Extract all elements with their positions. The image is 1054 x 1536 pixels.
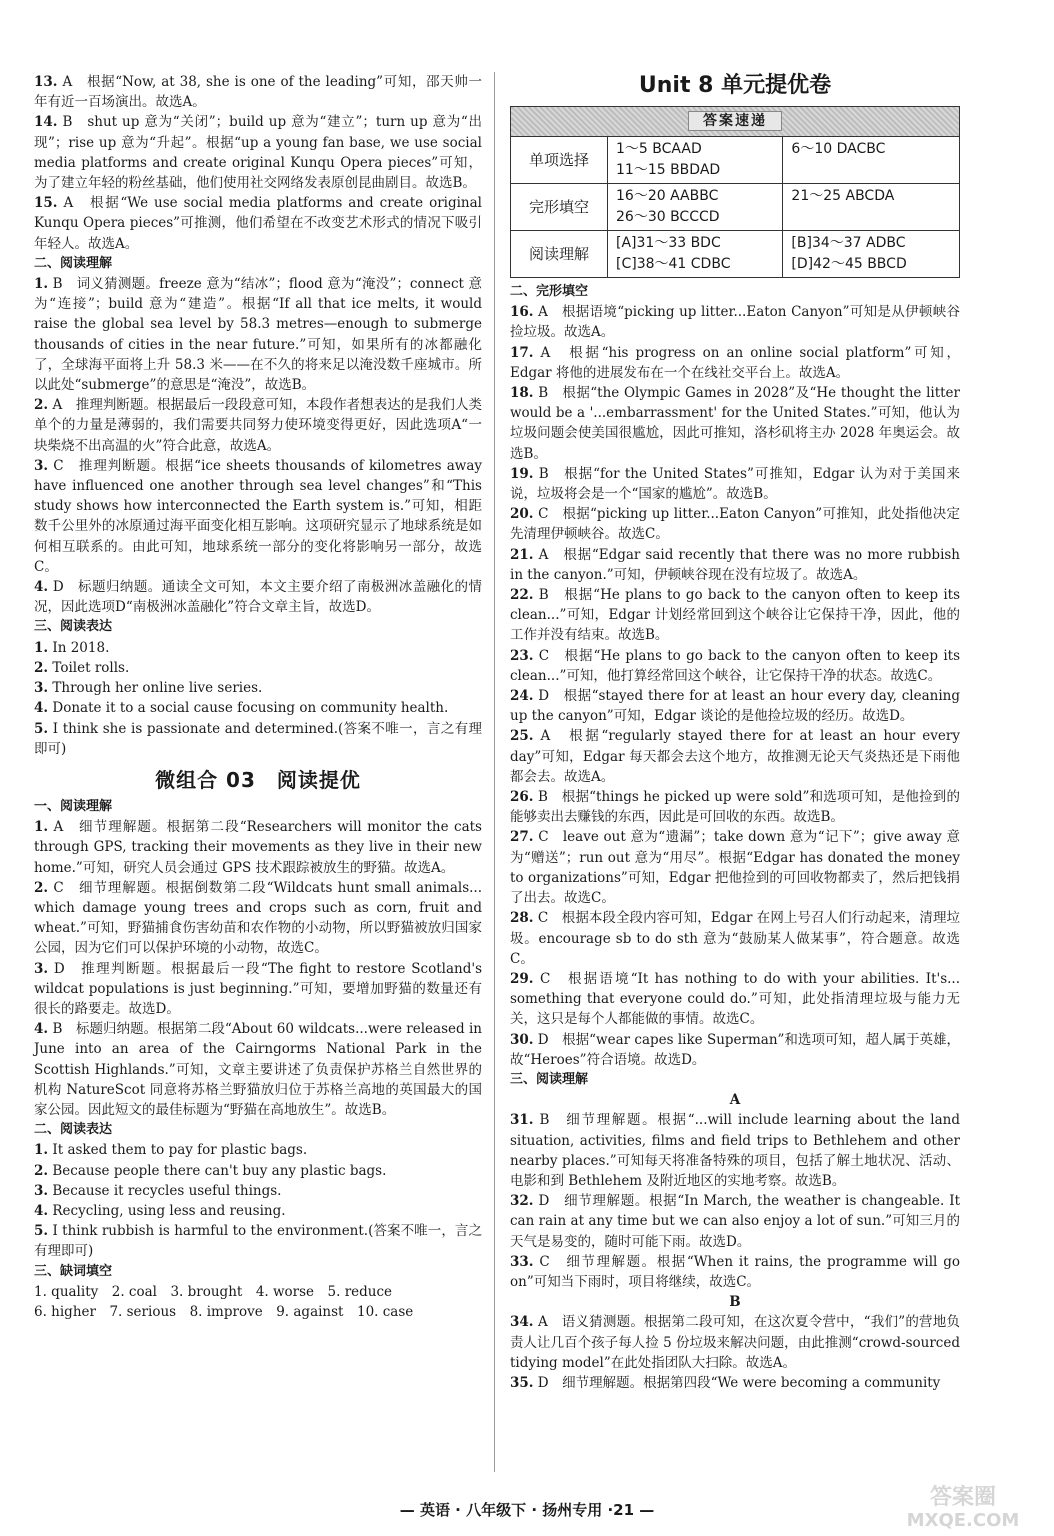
answer-item xyxy=(510,646,960,686)
answer-number: 3. xyxy=(34,960,49,977)
answer-text: B 标题归纳题。根据第二段“About 60 wildcats...were released in June into an area of the Cairngorms National Park in the Scottish Highlands.”可知，文章主要讲述了负责保护苏格兰自然世界的机构 NatureScot 同意将苏格兰野猫放归位于苏格兰高地的英国最大的国家公园。因此短文的最佳标题为“野猫在高地放生”。故选B。 xyxy=(34,1021,482,1118)
answer-text: C 细节理解题。根据“When it rains, the programme will go on”可知当下雨时，项目将继续，故选C。 xyxy=(510,1253,960,1290)
answer-text: C 根据“He plans to go back to the canyon often to keep its clean...”可知，他打算经常回这个峡谷，让它保持干净的状态。故选C。 xyxy=(510,647,960,684)
answer-text: A 根据“We use social media platforms and create original Kunqu Opera pieces”可推测，他们希望在不改变艺术形式的情况下吸引年轻人。故选A。 xyxy=(34,195,482,252)
answer-item xyxy=(34,1181,482,1201)
answer-number: 17. xyxy=(510,344,534,361)
table-cell: 6～10 DACBC xyxy=(783,137,960,184)
answer-text: B 根据“He plans to go back to the canyon often to keep its clean...”可知，Edgar 计划经常回到这个峡谷让它保持干净，因此，他的工作并没有结束。故选B。 xyxy=(510,587,960,644)
answer-item xyxy=(510,726,960,787)
answer-list-passage-b xyxy=(510,1312,960,1393)
answer-text: B 根据“things he picked up were sold”和选项可知，是他捡到的能够卖出去赚钱的东西，因此是可回收的东西。故选B。 xyxy=(510,789,960,826)
answer-item xyxy=(34,658,482,678)
answer-text: B 词义猜测题。freeze 意为“结冰”；flood 意为“淹没”；connect 意为“连接”；build 意为“建造”。根据“If all that ice melts, it would raise the global sea level by 58.3 metres—enough to submerge thousands of cities in the near future.”可知，如果所有的冰都融化了，全球海平面将上升 58.3 米——在不久的将来足以淹没数千座城市。所以此处“submerge”的意思是“淹没”，故选B。 xyxy=(34,276,483,394)
answer-number: 21. xyxy=(510,546,534,563)
table-cell: 21～25 ABCDA xyxy=(783,184,960,231)
answer-number: 22. xyxy=(510,587,534,604)
answer-number: 3. xyxy=(34,457,49,474)
unit-title: Unit 8 单元提优卷 xyxy=(638,73,832,98)
answer-text: It asked them to pay for plastic bags. xyxy=(52,1142,308,1159)
table-row xyxy=(511,137,960,184)
answer-number: 24. xyxy=(510,688,534,705)
answer-text: In 2018. xyxy=(52,639,110,656)
answer-text: A 根据“Now, at 38, she is one of the leading”可知，邵天帅一年有近一百场演出。故选A。 xyxy=(34,74,482,111)
answer-number: 31. xyxy=(510,1112,534,1129)
answer-list-13-15 xyxy=(34,72,482,254)
watermark-line-2: MXQE.COM xyxy=(906,1510,1020,1531)
answer-number: 29. xyxy=(510,970,534,987)
answer-text: C 根据本段全段内容可知，Edgar 在网上号召人们行动起来，清理垃圾。encourage sb to do sth 意为“鼓励某人做某事”，符合题意。故选C。 xyxy=(510,910,960,967)
answer-item xyxy=(34,878,482,959)
answer-item xyxy=(510,1312,960,1373)
answer-text: C 根据“picking up litter...Eaton Canyon”可推知，此处指他决定先清理伊顿峡谷。故选C。 xyxy=(510,506,960,543)
answer-number: 19. xyxy=(510,465,534,482)
answer-list-cloze xyxy=(510,302,960,1070)
table-cell: [B]34～37 ADBC [D]42～45 BBCD xyxy=(783,231,960,278)
answer-text: Donate it to a social cause focusing on community health. xyxy=(52,700,449,717)
answer-item xyxy=(34,959,482,1020)
answer-item xyxy=(34,1201,482,1221)
answer-text: B 细节理解题。根据“...will include learning about the land situation, activities, films and field trips to Bethlehem and other nearby places.”可知每天将准备特殊的项目，包括了解土地状况、活动、电影和到 Bethlehem 及附近地区的实地考察。故选B。 xyxy=(510,1112,960,1189)
answer-text: D 根据“stayed there for at least an hour every day, cleaning up the canyon”可知，Edgar 谈论的是他捡垃圾的经历。故选D。 xyxy=(510,688,961,725)
answer-text: B 根据“for the United States”可推知，Edgar 认为对于美国来说，垃圾将会是一个“国家的尴尬”。故选B。 xyxy=(510,465,960,503)
answer-item xyxy=(510,545,960,585)
answer-number: 25. xyxy=(510,728,534,745)
answer-number: 13. xyxy=(34,74,58,90)
left-column xyxy=(34,72,482,1322)
answer-list-passage-a xyxy=(510,1110,960,1292)
answer-key-caption: 答案速递 xyxy=(511,107,960,137)
answer-item xyxy=(510,908,960,969)
answer-item xyxy=(510,787,960,827)
answer-number: 4. xyxy=(34,579,49,596)
answer-list-express xyxy=(34,638,482,759)
table-cell: 16～20 AABBC 26～30 BCCCD xyxy=(608,184,783,231)
table-cell: 1～5 BCAAD 11～15 BBDAD xyxy=(608,137,783,184)
right-column xyxy=(510,72,960,1393)
table-cell: [A]31～33 BDC [C]38～41 CDBC xyxy=(608,231,783,278)
section-heading-blanks: 三、缺词填空 xyxy=(34,1263,113,1279)
answer-item xyxy=(510,343,960,383)
answer-item xyxy=(510,1030,960,1070)
answer-text: Because people there can't buy any plastic bags. xyxy=(52,1162,387,1179)
row-label: 完形填空 xyxy=(511,184,608,231)
answer-number: 27. xyxy=(510,829,534,846)
answer-text: A 根据“Edgar said recently that there was no more rubbish in the canyon.”可知，伊顿峡谷现在没有垃圾了。故选A。 xyxy=(510,546,961,583)
answer-text: A 推理判断题。根据最后一段段意可知，本段作者想表达的是我们人类单个的力量是薄弱的，我们需要共同努力使环境变得更好，因此选项A“一块柴烧不出高温的火”符合此意，故选A。 xyxy=(34,397,483,454)
answer-text: D 推理判断题。根据最后一段“The fight to restore Scotland's wildcat populations is just beginning.”可知，要增加野猫的数量还有很长的路要走。故选D。 xyxy=(34,960,483,1017)
answer-item xyxy=(510,504,960,544)
answer-number: 4. xyxy=(34,700,49,717)
table-row xyxy=(511,231,960,278)
answer-number: 1. xyxy=(34,276,49,293)
answer-item xyxy=(510,464,960,504)
passage-label-b: B xyxy=(729,1294,741,1311)
answer-number: 18. xyxy=(510,385,534,402)
answer-item xyxy=(34,112,482,193)
answer-text: Through her online live series. xyxy=(52,680,263,697)
answer-number: 1. xyxy=(34,1142,49,1159)
answer-item xyxy=(510,1191,960,1252)
answer-text: I think rubbish is harmful to the environment.(答案不唯一，言之有理即可) xyxy=(34,1223,482,1260)
answer-text: C leave out 意为“遗漏”；take down 意为“记下”；give away 意为“赠送”；run out 意为“用尽”。根据“Edgar has donated the money to organizations”可知，Edgar 把他捡到的可回收物都卖了，然后把钱捐了出去。故选C。 xyxy=(510,829,960,907)
answer-item xyxy=(34,274,482,395)
answer-list-reading-2 xyxy=(34,817,482,1120)
answer-item xyxy=(510,1110,960,1191)
answer-number: 20. xyxy=(510,506,534,523)
answer-number: 26. xyxy=(510,789,534,806)
answer-text: D 细节理解题。根据“In March, the weather is changeable. It can rain at any time but we can also enjoy a lot of sun.”可知三月的天气是易变的，随时可能下雨。故选D。 xyxy=(510,1193,960,1250)
answer-item xyxy=(510,383,960,464)
answer-number: 1. xyxy=(34,819,49,836)
micro-group-heading: 微组合 03 阅读提优 xyxy=(155,767,361,792)
answer-item xyxy=(34,456,482,577)
blank-answers-line-1: 1. quality 2. coal 3. brought 4. worse 5. reduce xyxy=(34,1283,393,1300)
answer-text: C 推理判断题。根据“ice sheets thousands of kilometres away have influenced one another through sea level changes”和“This study shows how interconnected the Earth system is.”可知，相距数千公里外的冰原通过海平面变化相互影响。这项研究显示了地球系统是如何相互联系的。由此可知，地球系统一部分的变化将影响另一部分，故选C。 xyxy=(34,457,483,575)
answer-number: 14. xyxy=(34,114,58,131)
answer-number: 1. xyxy=(34,639,49,656)
answer-text: A 根据语境“picking up litter...Eaton Canyon”可知是从伊顿峡谷捡垃圾。故选A。 xyxy=(510,304,961,341)
answer-item xyxy=(34,817,482,878)
watermark-logo xyxy=(888,1480,1038,1532)
answer-item xyxy=(510,585,960,646)
answer-number: 16. xyxy=(510,304,534,321)
answer-number: 30. xyxy=(510,1031,534,1048)
table-row xyxy=(511,184,960,231)
answer-number: 35. xyxy=(510,1374,534,1391)
answer-item xyxy=(34,577,482,617)
answer-text: C 根据语境“It has nothing to do with your abilities. It's... something that everyone could do.”可知，此处指清理垃圾与能力无关，这只是每个人都能做的事情。故选C。 xyxy=(510,970,961,1028)
answer-item xyxy=(34,72,482,112)
answer-item xyxy=(34,1221,482,1261)
answer-item xyxy=(34,193,482,254)
answer-item xyxy=(510,1373,960,1393)
section-heading-express: 三、阅读表达 xyxy=(34,619,113,635)
answer-item xyxy=(510,302,960,342)
answer-text: B 根据“the Olympic Games in 2028”及“He thought the litter would be a '...embarrassment' for the United States.”可知，他认为垃圾问题会使美国很尴尬，因此可推知，洛杉矶将主办 2028 年奥运会。故选B。 xyxy=(510,385,960,462)
answer-list-reading xyxy=(34,274,482,617)
answer-list-express-2 xyxy=(34,1140,482,1261)
section-heading-cloze: 二、完形填空 xyxy=(510,284,589,299)
answer-item xyxy=(34,1019,482,1120)
answer-number: 34. xyxy=(510,1314,534,1331)
watermark-line-1: 答案圈 xyxy=(929,1485,997,1510)
answer-text: A 根据“regularly stayed there for at least an hour every day”可知，Edgar 每天都会去这个地方，故推测无论天气炎热还是下雨他都会去。故选A。 xyxy=(510,728,960,785)
answer-number: 2. xyxy=(34,659,49,676)
section-heading-reading: 二、阅读理解 xyxy=(34,255,113,271)
answer-item xyxy=(34,678,482,698)
answer-item xyxy=(34,1161,482,1181)
answer-number: 32. xyxy=(510,1193,534,1210)
answer-item xyxy=(510,969,960,1030)
answer-item xyxy=(34,719,482,759)
answer-item xyxy=(34,395,482,456)
answer-text: Because it recycles useful things. xyxy=(52,1182,282,1199)
section-heading-express-2: 二、阅读表达 xyxy=(34,1122,113,1138)
blank-answers-line-2: 6. higher 7. serious 8. improve 9. against 10. case xyxy=(34,1303,414,1320)
answer-text: A 细节理解题。根据第二段“Researchers will monitor the cats through GPS, tracking their movements as they live in their new home.”可知，研究人员会通过 GPS 技术跟踪被放生的野猫。故选A。 xyxy=(34,819,482,876)
answer-text: A 根据“his progress on an online social platform”可知，Edgar 将他的进展发布在一个在线社交平台上。故选A。 xyxy=(510,344,960,381)
answer-number: 4. xyxy=(34,1202,49,1219)
section-heading-reading-r: 三、阅读理解 xyxy=(510,1071,589,1087)
answer-item xyxy=(510,827,960,908)
answer-key-table xyxy=(510,106,960,278)
answer-number: 2. xyxy=(34,879,49,896)
answer-item xyxy=(510,686,960,726)
answer-text: C 细节理解题。根据倒数第二段“Wildcats hunt small animals... which damage young trees and crops such as corn, fruit and wheat.”可知，野猫捕食伤害幼苗和农作物的小动物，所以野猫被放归国家公园，因为它们可以保护环境的小动物，故选C。 xyxy=(34,879,483,957)
column-divider xyxy=(494,72,495,1472)
answer-number: 15. xyxy=(34,195,58,212)
answer-text: D 细节理解题。根据第四段“We were becoming a community xyxy=(537,1374,941,1391)
page-footer: — 英语 · 八年级下 · 扬州专用 ·21 — xyxy=(399,1501,655,1519)
row-label: 单项选择 xyxy=(511,137,608,184)
answer-number: 28. xyxy=(510,910,534,927)
row-label: 阅读理解 xyxy=(511,231,608,278)
passage-label-a: A xyxy=(729,1092,741,1109)
answer-text: Recycling, using less and reusing. xyxy=(52,1202,286,1219)
answer-text: A 语义猜测题。根据第二段可知，在这次夏令营中，“我们”的营地负责人让几百个孩子每人捡 5 份垃圾来解决问题，由此推测“crowd-sourced tidying model”在此处指团队大扫除。故选A。 xyxy=(510,1314,960,1371)
answer-item xyxy=(34,1140,482,1160)
answer-text: B shut up 意为“关闭”；build up 意为“建立”；turn up 意为“出现”；rise up 意为“升起”。根据“up a young fan base, we use social media platforms and create original Kunqu Opera pieces”可知，为了建立年轻的粉丝基础，他们使用社交网络发表原创昆曲剧目。故选B。 xyxy=(34,114,482,192)
answer-item xyxy=(34,638,482,658)
answer-number: 2. xyxy=(34,1162,49,1179)
answer-number: 5. xyxy=(34,720,49,737)
answer-item xyxy=(34,698,482,718)
answer-number: 2. xyxy=(34,397,49,414)
answer-number: 5. xyxy=(34,1223,49,1240)
answer-item xyxy=(510,1252,960,1292)
answer-number: 3. xyxy=(34,1182,49,1199)
answer-text: Toilet rolls. xyxy=(52,659,130,676)
answer-number: 3. xyxy=(34,680,49,697)
answer-text: D 标题归纳题。通读全文可知，本文主要介绍了南极洲冰盖融化的情况，因此选项D“南极洲冰盖融化”符合文章主旨，故选D。 xyxy=(34,579,483,616)
section-heading-reading-2: 一、阅读理解 xyxy=(34,798,113,814)
answer-text: D 根据“wear capes like Superman”和选项可知，超人属于英雄，故“Heroes”符合语境。故选D。 xyxy=(510,1031,960,1068)
answer-text: I think she is passionate and determined.(答案不唯一，言之有理即可) xyxy=(34,720,482,757)
answer-number: 23. xyxy=(510,647,534,664)
answer-number: 33. xyxy=(510,1253,534,1270)
answer-number: 4. xyxy=(34,1021,49,1038)
